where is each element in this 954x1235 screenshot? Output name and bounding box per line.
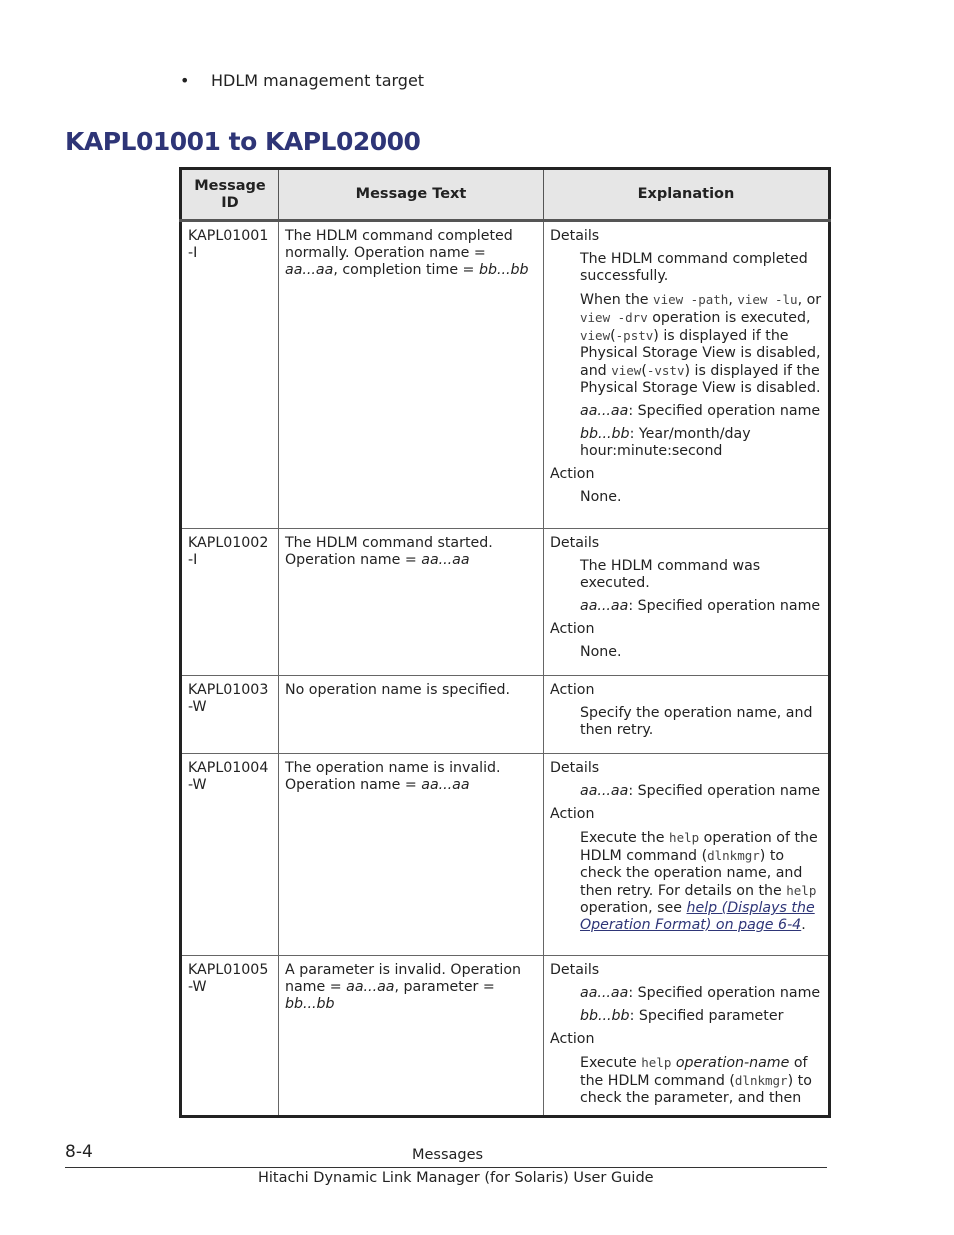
text-part: , completion time = xyxy=(333,262,479,278)
message-text-cell xyxy=(279,754,544,956)
text-part: A parameter is invalid. Operation name = xyxy=(285,962,522,995)
details-label: Details xyxy=(550,228,600,244)
header-message-text: Message Text xyxy=(279,169,544,221)
details-text: The HDLM command was executed. xyxy=(580,558,761,591)
variable: aa...aa xyxy=(346,979,395,995)
code: -pstv xyxy=(615,328,654,343)
text-part: The HDLM command completed normally. Operation name = xyxy=(285,228,513,261)
text-part: ) to check the parameter, and then xyxy=(580,1073,812,1106)
code: view xyxy=(580,328,611,343)
code: view -lu xyxy=(737,292,798,307)
text-part: operation of the HDLM command ( xyxy=(580,830,818,864)
text-part: The operation name is invalid. Operation name = xyxy=(285,760,501,793)
action-text: None. xyxy=(580,644,622,660)
section-heading: KAPL01001 to KAPL02000 xyxy=(65,127,421,156)
text-part: of the HDLM command ( xyxy=(580,1055,808,1089)
variable: bb...bb xyxy=(580,1008,630,1024)
details-text xyxy=(550,783,823,800)
text-part: : Year/month/day hour:minute:second xyxy=(580,426,751,459)
code: view -path xyxy=(653,292,729,307)
message-text-cell xyxy=(279,529,544,676)
details-label: Details xyxy=(550,535,600,551)
text-part: : Specified operation name xyxy=(628,985,821,1001)
message-text-cell: No operation name is specified. xyxy=(279,676,544,754)
details-text: The HDLM command completed successfully. xyxy=(580,251,808,284)
text-part: ) is displayed if the Physical Storage View is disabled. xyxy=(580,363,821,396)
variable: aa...aa xyxy=(421,777,470,793)
message-id-cell: KAPL01001 -I xyxy=(181,221,279,529)
text-part: Execute the xyxy=(580,830,670,846)
table-row xyxy=(181,676,830,754)
bullet-text: HDLM management target xyxy=(211,71,425,90)
details-text xyxy=(550,598,823,615)
details-text xyxy=(550,403,823,420)
action-label: Action xyxy=(550,466,595,482)
footer-divider xyxy=(65,1167,827,1168)
text-part: : Specified parameter xyxy=(629,1008,784,1024)
code: help xyxy=(786,883,817,898)
text-part: The HDLM command started. Operation name = xyxy=(285,535,493,568)
text-part: ( xyxy=(610,328,616,344)
text-part: . xyxy=(801,917,806,933)
details-label: Details xyxy=(550,962,600,978)
action-text xyxy=(550,1054,823,1107)
message-id-cell: KAPL01002 -I xyxy=(181,529,279,676)
variable: aa...aa xyxy=(285,262,334,278)
message-text-cell xyxy=(279,221,544,529)
message-id-cell: KAPL01005 -W xyxy=(181,956,279,1117)
text-part: Execute xyxy=(580,1055,642,1071)
table-row xyxy=(181,754,830,956)
code: help xyxy=(669,830,700,845)
text-part: ) is displayed if the Physical Storage View is disabled, and xyxy=(580,328,821,379)
code: view -drv xyxy=(580,310,648,325)
footer-section: Messages xyxy=(412,1147,484,1163)
action-text: Specify the operation name, and then retry. xyxy=(580,705,813,738)
message-id-cell: KAPL01003 -W xyxy=(181,676,279,754)
table-header-row xyxy=(181,169,830,221)
text-part: : Specified operation name xyxy=(628,783,821,799)
code: dlnkmgr xyxy=(734,1073,788,1088)
action-label: Action xyxy=(550,1031,595,1047)
text-part: ( xyxy=(641,363,647,379)
action-text xyxy=(550,829,823,934)
variable: aa...aa xyxy=(580,403,629,419)
text-part: operation, see xyxy=(580,900,687,916)
text-part: , xyxy=(728,292,738,308)
page-number: 8-4 xyxy=(65,1142,93,1162)
text-part: : Specified operation name xyxy=(628,403,821,419)
bullet-item xyxy=(180,71,424,91)
details-text xyxy=(550,1008,823,1025)
details-text xyxy=(550,985,823,1002)
details-text xyxy=(550,426,823,460)
header-message-id: Message ID xyxy=(181,169,279,221)
variable: bb...bb xyxy=(580,426,630,442)
action-text: None. xyxy=(580,489,622,505)
footer-guide-title: Hitachi Dynamic Link Manager (for Solaris) User Guide xyxy=(258,1170,654,1186)
variable: bb...bb xyxy=(478,262,529,278)
bullet-dot: • xyxy=(180,71,190,90)
details-label: Details xyxy=(550,760,600,776)
code: view xyxy=(611,363,642,378)
message-id-cell: KAPL01004 -W xyxy=(181,754,279,956)
action-label: Action xyxy=(550,806,595,822)
table-row xyxy=(181,956,830,1117)
text-part: When the xyxy=(580,292,654,308)
message-table xyxy=(179,167,831,1118)
table-row xyxy=(181,221,830,529)
explanation-cell xyxy=(544,221,830,529)
code: -vstv xyxy=(646,363,685,378)
help-reference-link[interactable]: help (Displays the Operation Format) on page 6-4 xyxy=(580,900,815,933)
explanation-cell xyxy=(544,529,830,676)
variable: aa...aa xyxy=(580,783,629,799)
text-part: ) to check the operation name, and then retry. For details on the xyxy=(580,848,803,899)
code: help xyxy=(641,1055,672,1070)
message-text-cell xyxy=(279,956,544,1117)
text-part: , or xyxy=(797,292,822,308)
header-explanation: Explanation xyxy=(544,169,830,221)
variable: aa...aa xyxy=(580,598,629,614)
variable: aa...aa xyxy=(421,552,470,568)
explanation-cell xyxy=(544,956,830,1117)
variable: aa...aa xyxy=(580,985,629,1001)
code: dlnkmgr xyxy=(707,848,760,863)
action-label: Action xyxy=(550,682,595,698)
text-part: operation is executed, xyxy=(647,310,811,326)
variable: operation-name xyxy=(675,1055,790,1071)
table-row xyxy=(181,529,830,676)
details-text xyxy=(550,291,823,397)
action-label: Action xyxy=(550,621,595,637)
text-part: , parameter = xyxy=(394,979,495,995)
explanation-cell xyxy=(544,754,830,956)
text-part: : Specified operation name xyxy=(628,598,821,614)
explanation-cell xyxy=(544,676,830,754)
variable: bb...bb xyxy=(285,996,335,1012)
